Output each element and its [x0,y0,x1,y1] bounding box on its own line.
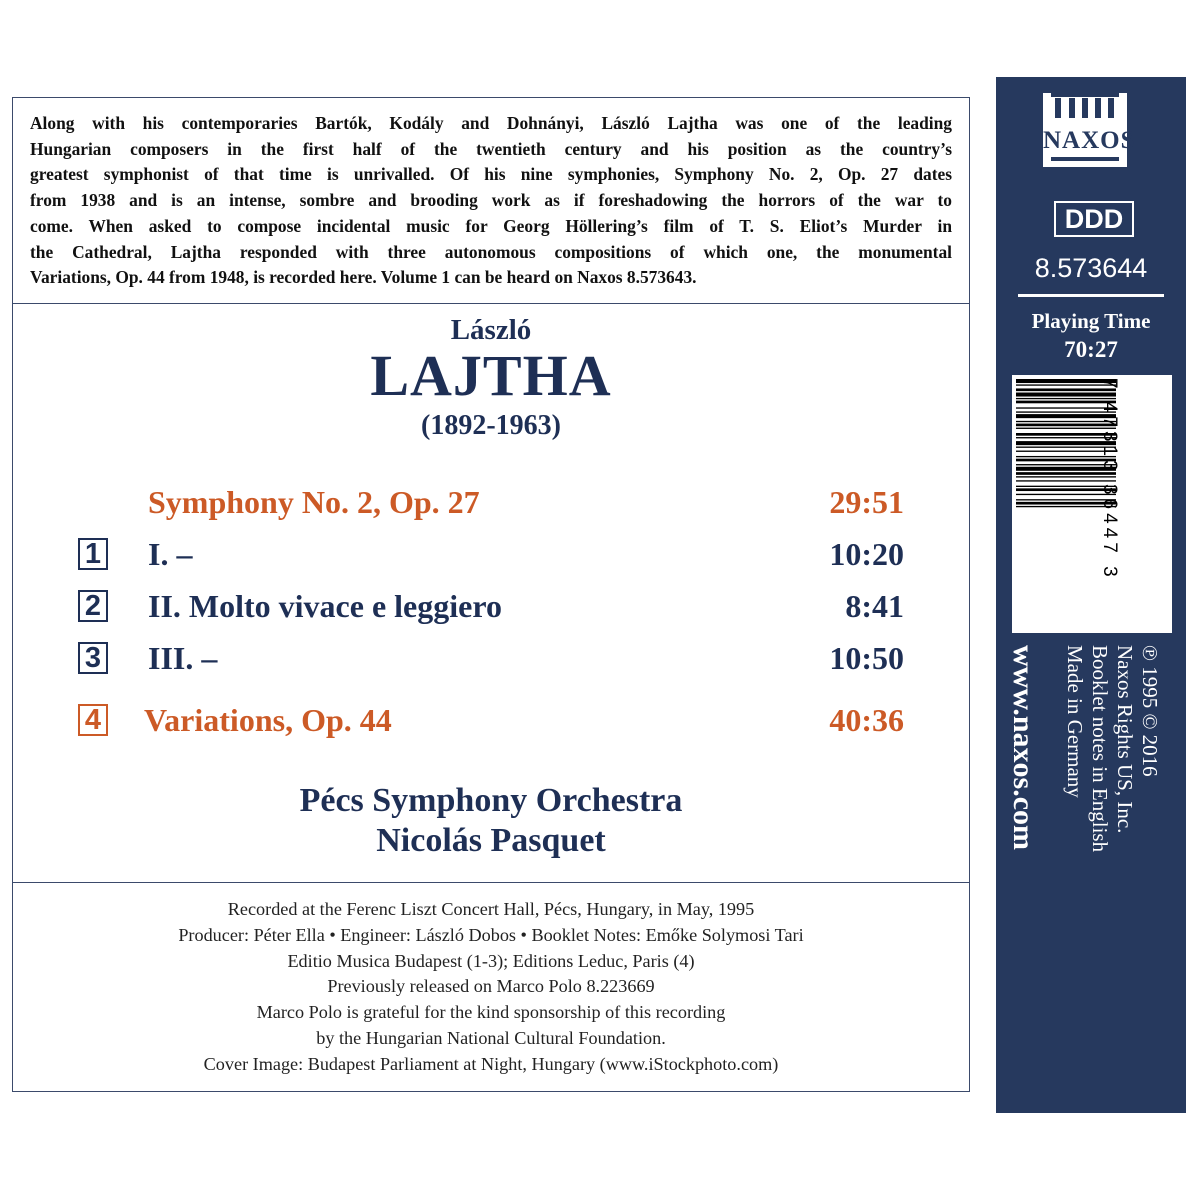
composer-first-name: László [450,314,532,346]
intro-line: Variations, Op. 44 from 1948, is recorded here. Volume 1 can be heard on Naxos 8.573643. [30,267,697,288]
work-time: 29:51 [829,484,904,520]
logo-pillar [1108,98,1114,118]
logo-roof [1051,93,1119,97]
barcode [1012,375,1172,633]
track-time: 40:36 [829,702,904,738]
work-title: Symphony No. 2, Op. 27 [148,484,480,520]
intro-line: Along with his contemporaries Bartók, Kodály and Dohnányi, László Lajtha was one of the leading [30,113,952,133]
track-time: 10:20 [829,536,904,572]
logo-pillar [1095,98,1101,118]
track-number: 4 [78,704,108,736]
track-title: II. Molto vivace e leggiero [148,588,502,624]
divider-top [12,303,970,304]
credit-line: Cover Image: Budapest Parliament at Night, Hungary (www.iStockphoto.com) [203,1053,779,1074]
logo-base [1051,157,1119,161]
track-row [78,536,904,576]
track-time: 10:50 [829,640,904,676]
playing-time-value: 70:27 [1064,337,1118,362]
track-title: Variations, Op. 44 [144,702,392,738]
divider-bottom [12,882,970,883]
playing-time-label: Playing Time [1031,309,1151,333]
credit-line: by the Hungarian National Cultural Foundation. [316,1027,666,1048]
track-row [78,640,904,680]
credit-line: Producer: Péter Ella • Engineer: László Dobos • Booklet Notes: Emőke Solymosi Tari [178,924,804,945]
intro-line: from 1938 and is an intense, sombre and brooding work as if foreshadowing the horrors of the war to [30,190,952,211]
rights-line: ℗ 1995 © 2016 [1138,645,1162,777]
credit-line: Marco Polo is grateful for the kind sponsorship of this recording [256,1002,726,1023]
track-title: I. – [148,536,193,572]
naxos-logo [1043,93,1136,167]
rights-line: Made in Germany [1063,645,1087,798]
track-title: III. – [148,640,218,676]
logo-pillar [1055,98,1061,118]
credit-line: Recorded at the Ferenc Liszt Concert Hall, Pécs, Hungary, in May, 1995 [227,899,755,919]
rights-line: Naxos Rights US, Inc. [1113,645,1137,834]
logo-pillar [1082,98,1088,118]
sidebar-divider [1018,294,1164,297]
orchestra-name: Pécs Symphony Orchestra [299,782,683,819]
credit-line: Editio Musica Budapest (1-3); Editions Leduc, Paris (4) [287,950,695,971]
credits [12,897,970,1078]
track-number: 2 [78,590,108,622]
track-row [78,702,904,742]
track-number: 3 [78,642,108,674]
rights-line: Booklet notes in English [1088,645,1112,853]
catalog-number: 8.573644 [1034,253,1148,283]
intro-line: the Cathedral, Lajtha responded with three autonomous compositions of which one, the monumental [30,241,952,262]
track-row [78,588,904,628]
credit-line: Previously released on Marco Polo 8.223669 [327,976,655,997]
intro-text [30,111,952,291]
intro-line: greatest symphonist of that time is unrivalled. Of his nine symphonies, Symphony No. 2, Op. 27 dates [30,164,952,185]
ddd-badge: DDD [1054,201,1134,237]
track-number: 1 [78,538,108,570]
composer-dates: (1892-1963) [421,410,561,441]
track-time: 8:41 [845,588,904,624]
logo-pillar [1069,98,1075,118]
logo-word: NAXOS [1043,127,1136,154]
intro-line: come. When asked to compose incidental music for Georg Höllering’s film of T. S. Eliot’s Murder in [30,215,952,236]
composer-last-name: LAJTHA [370,343,612,408]
work-heading-symphony [78,484,904,524]
barcode-digits: 7 47313 36447 3 [1099,378,1120,581]
intro-line: Hungarian composers in the first half of the twentieth century and his position as the country’s [30,138,952,159]
website-url[interactable]: www.naxos.com [1007,645,1040,851]
conductor-name: Nicolás Pasquet [376,822,606,859]
